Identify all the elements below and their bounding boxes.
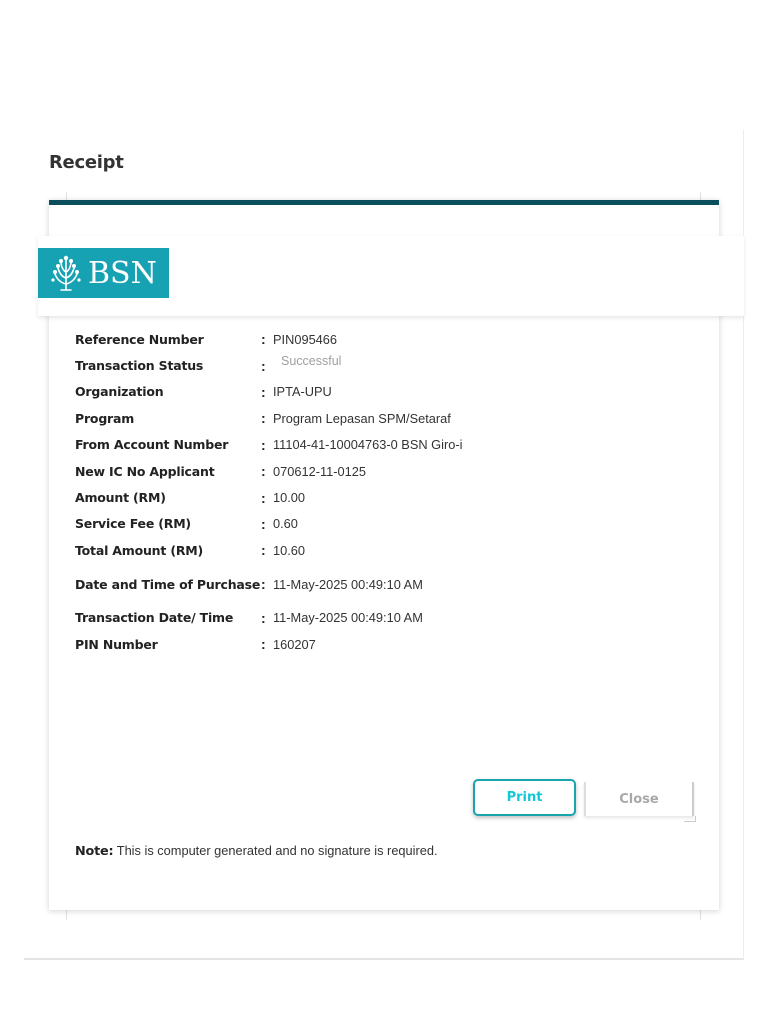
detail-row-organization — [75, 379, 695, 405]
detail-value: 10.00 — [273, 490, 306, 506]
tree-icon — [50, 254, 82, 292]
close-button[interactable]: Close — [584, 782, 694, 816]
detail-label: Transaction Date/ Time — [75, 610, 234, 626]
detail-label: From Account Number — [75, 437, 229, 453]
detail-row-reference — [75, 326, 695, 352]
detail-colon: : — [261, 357, 266, 374]
detail-row-pin — [75, 631, 695, 657]
print-button[interactable]: Print — [473, 779, 576, 816]
detail-label: Program — [75, 410, 135, 426]
note-text: This is computer generated and no signature is required. — [113, 843, 438, 858]
detail-colon: : — [261, 636, 266, 653]
receipt-details — [75, 326, 695, 657]
detail-colon: : — [261, 331, 266, 348]
detail-colon: : — [261, 576, 266, 593]
logo-text: BSN — [88, 255, 157, 291]
detail-value: 11104-41-10004763-0 BSN Giro-i — [273, 437, 463, 453]
receipt-note — [75, 843, 438, 859]
logo-band — [38, 236, 744, 316]
detail-row-amount — [75, 484, 695, 510]
detail-value: 10.60 — [273, 542, 306, 558]
detail-label: PIN Number — [75, 636, 158, 652]
detail-colon: : — [261, 436, 266, 453]
detail-colon: : — [261, 383, 266, 400]
detail-label: Amount (RM) — [75, 490, 166, 506]
detail-label: Transaction Status — [75, 358, 204, 374]
detail-colon: : — [261, 463, 266, 480]
detail-value: 11-May-2025 00:49:10 AM — [273, 610, 423, 626]
status-value: Successful — [281, 353, 342, 368]
detail-value: 070612-11-0125 — [273, 463, 366, 479]
detail-row-service-fee — [75, 511, 695, 537]
detail-label: Reference Number — [75, 331, 204, 347]
detail-value: 160207 — [273, 636, 316, 652]
detail-value: 11-May-2025 00:49:10 AM — [273, 576, 423, 592]
detail-colon: : — [261, 489, 266, 506]
close-button-edge — [684, 816, 696, 822]
detail-row-purchase-time — [75, 564, 695, 605]
detail-value: IPTA-UPU — [273, 384, 332, 400]
detail-label: Organization — [75, 384, 164, 400]
detail-row-status — [75, 352, 695, 378]
page-title: Receipt — [49, 152, 124, 173]
bsn-logo — [38, 248, 169, 298]
detail-row-account — [75, 432, 695, 458]
detail-colon: : — [261, 609, 266, 626]
detail-label: Service Fee (RM) — [75, 516, 191, 532]
note-label: Note: — [75, 844, 114, 859]
detail-row-transaction-time — [75, 605, 695, 631]
detail-colon: : — [261, 515, 266, 532]
detail-row-program — [75, 405, 695, 431]
detail-row-total — [75, 537, 695, 563]
detail-label: New IC No Applicant — [75, 463, 215, 479]
detail-value: Program Lepasan SPM/Setaraf — [273, 410, 451, 426]
detail-row-ic — [75, 458, 695, 484]
detail-colon: : — [261, 542, 266, 559]
detail-label: Total Amount (RM) — [75, 542, 204, 558]
detail-label: Date and Time of Purchase — [75, 576, 261, 592]
detail-value: PIN095466 — [273, 331, 338, 347]
detail-colon: : — [261, 410, 266, 427]
detail-value: 0.60 — [273, 516, 298, 532]
